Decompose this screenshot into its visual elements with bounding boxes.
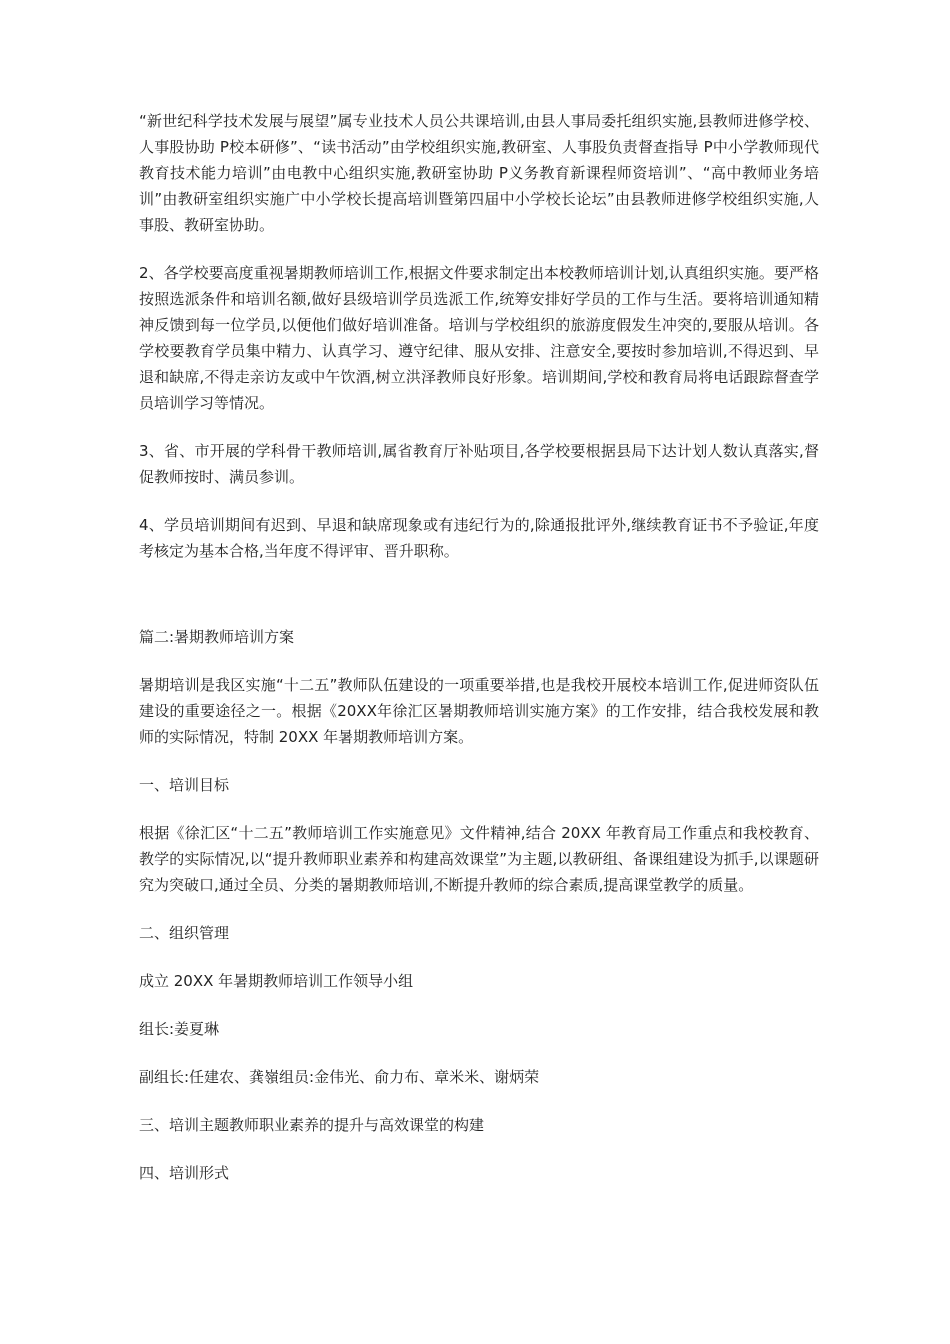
section-two-intro: 暑期培训是我区实施“十二五”教师队伍建设的一项重要举措,也是我校开展校本培训工作,促进师资队伍建设的重要途径之一。根据《20XX年徐汇区暑期教师培训实施方案》的工作安排，结合我校发展和教师的实际情况，特制 20XX 年暑期教师培训方案。: [139, 676, 819, 746]
paragraph-training-assignments: “新世纪科学技术发展与展望”属专业技术人员公共课培训,由县人事局委托组织实施,县教师进修学校、人事股协助 P校本研修”、“读书活动”由学校组织实施,教研室、人事股负责督查指导 P中小学教师现代教育技术能力培训”由电教中心组织实施,教研室协助 P义务教育新课程师资培训”、“高中教师业务培训”由教研室组织实施广中小学校长提高培训暨第四届中小学校长论坛”由县教师进修学校组织实施,人事股、教研室协助。: [139, 112, 819, 234]
paragraph-group-leader: 组长:姜夏琳: [139, 1020, 220, 1038]
section-gap: [139, 586, 819, 624]
paragraph-item-2: 2、各学校要高度重视暑期教师培训工作,根据文件要求制定出本校教师培训计划,认真组织实施。要严格按照选派条件和培训名额,做好县级培训学员选派工作,统筹安排好学员的工作与生活。要将培训通知精神反馈到每一位学员,以便他们做好培训准备。培训与学校组织的旅游度假发生冲突的,要服从培训。各学校要教育学员集中精力、认真学习、遵守纪律、服从安排、注意安全,要按时参加培训,不得迟到、早退和缺席,不得走亲访友或中午饮酒,树立洪泽教师良好形象。培训期间,学校和教育局将电话跟踪督查学员培训学习等情况。: [139, 264, 819, 412]
heading-training-theme: 三、培训主题教师职业素养的提升与高效课堂的构建: [139, 1116, 485, 1134]
heading-training-goals: 一、培训目标: [139, 776, 230, 794]
paragraph-leadership-group: 成立 20XX 年暑期教师培训工作领导小组: [139, 972, 414, 990]
paragraph-item-4: 4、学员培训期间有迟到、早退和缺席现象或有违纪行为的,除通报批评外,继续教育证书不予验证,年度考核定为基本合格,当年度不得评审、晋升职称。: [139, 516, 819, 560]
paragraph-deputy-leaders: 副组长:任建农、龚嶺组员:金伟光、俞力布、章米米、谢炳荣: [139, 1068, 540, 1086]
heading-training-format: 四、培训形式: [139, 1164, 230, 1182]
heading-organization: 二、组织管理: [139, 924, 230, 942]
paragraph-item-3: 3、省、市开展的学科骨干教师培训,属省教育厅补贴项目,各学校要根据县局下达计划人数认真落实,督促教师按时、满员参训。: [139, 442, 819, 486]
paragraph-training-goals: 根据《徐汇区“十二五”教师培训工作实施意见》文件精神,结合 20XX 年教育局工作重点和我校教育、教学的实际情况,以“提升教师职业素养和构建高效课堂”为主题,以教研组、备课组建设为抓手,以课题研究为突破口,通过全员、分类的暑期教师培训,不断提升教师的综合素质,提高课堂教学的质量。: [139, 824, 819, 894]
section-two-title: 篇二:暑期教师培训方案: [139, 628, 295, 646]
document-page: [139, 108, 819, 1208]
